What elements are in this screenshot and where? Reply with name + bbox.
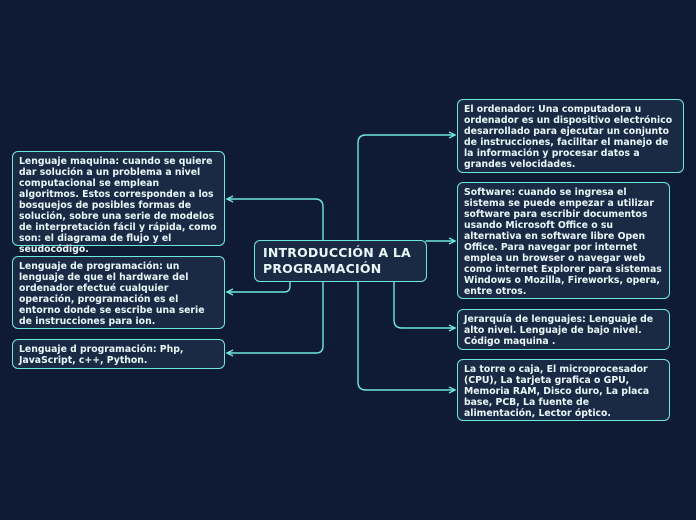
- topic-lenguaje-maquina-text: Lenguaje maquina: cuando se quiere dar solución a un problema a nivel computacional se emplean algoritmos. Estos corresponden a los bosquejos de posibles formas de solución, sobre una serie de modelos de interpretación fácil y rápida, como son: el diagrama de flujo y el seudocódigo.: [19, 156, 217, 255]
- topic-lenguaje-de-programacion[interactable]: [12, 256, 225, 329]
- topic-lenguaje-de-programacion-text: Lenguaje de programación: un lenguaje de que el hardware del ordenador efectué cualquier operación, programación es el entorno donde se escribe una serie de instrucciones para ion.: [19, 261, 205, 327]
- topic-software-text: Software: cuando se ingresa el sistema se puede empezar a utilizar software para escribir documentos usando Microsoft Office o su alternativa en software libre Open Office. Para navegar por internet emplea un browser o navegar web como internet Explorer para sistemas Windows o Mozilla, Fireworks, opera, entre otros.: [464, 187, 662, 297]
- topic-el-ordenador[interactable]: [457, 99, 684, 173]
- topic-lenguajes-ejemplos-text: Lenguaje d programación: Php, JavaScript, c++, Python.: [19, 344, 184, 366]
- topic-componentes-hardware[interactable]: [457, 359, 670, 421]
- topic-lenguaje-maquina[interactable]: [12, 151, 225, 255]
- connector-right-1: [358, 135, 455, 240]
- topic-componentes-hardware-text: La torre o caja, El microprocesador (CPU), La tarjeta grafica o GPU, Memoria RAM, Disco duro, La placa base, PCB, La fuente de alimentación, Lector óptico.: [464, 364, 650, 419]
- topic-jerarquia-de-lenguajes[interactable]: [457, 309, 670, 350]
- connector-right-4: [358, 282, 455, 390]
- topic-el-ordenador-text: El ordenador: Una computadora u ordenador es un dispositivo electrónico desarrollado para ejecutar un conjunto de instrucciones, facilitar el manejo de la información y procesar datos a grandes velocidades.: [464, 104, 673, 170]
- topic-lenguajes-ejemplos[interactable]: [12, 339, 225, 369]
- connector-left-2: [227, 282, 290, 292]
- topic-software[interactable]: [457, 182, 670, 299]
- central-topic[interactable]: [254, 240, 427, 282]
- topic-jerarquia-de-lenguajes-text: Jerarquía de lenguajes: Lenguaje de alto nivel. Lenguaje de bajo nivel. Código maquina .: [464, 314, 654, 347]
- connector-right-3: [394, 282, 455, 328]
- connector-left-1: [227, 199, 323, 240]
- central-topic-label: INTRODUCCIÓN A LA PROGRAMACIÓN: [263, 245, 411, 276]
